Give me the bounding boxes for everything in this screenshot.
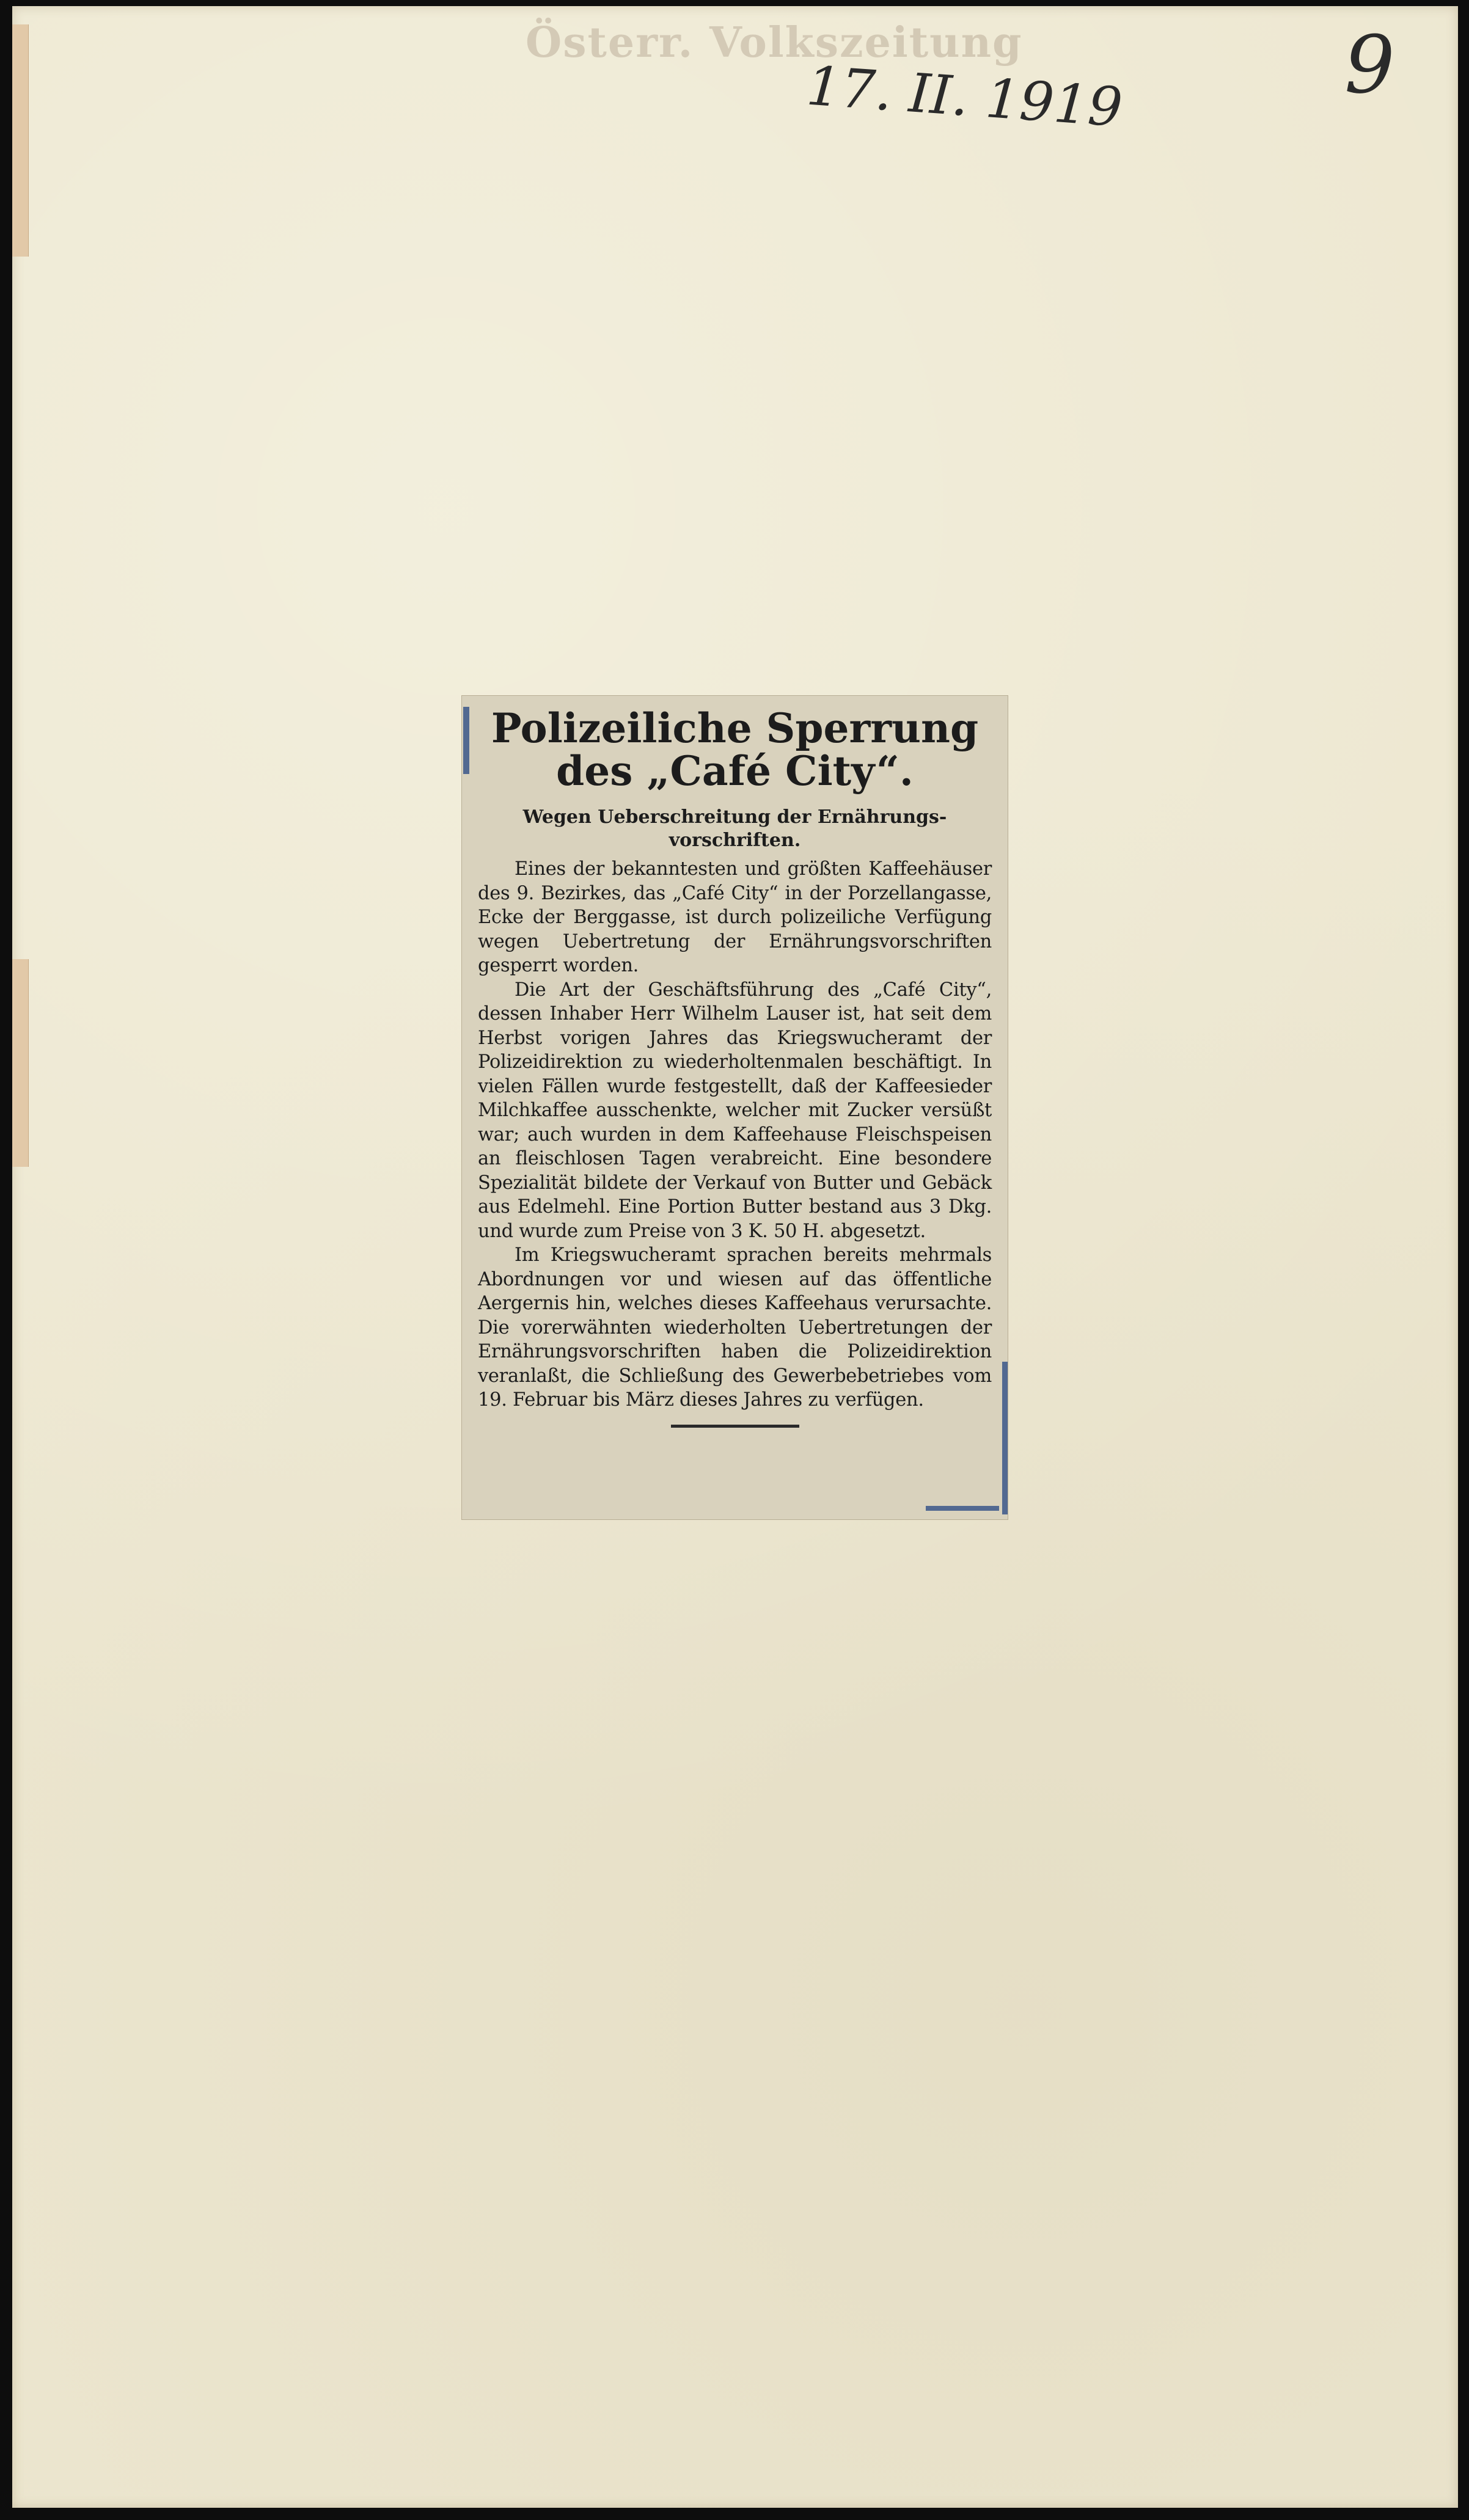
article-paragraph: Eines der bekanntesten und größten Kaffeehäuser des 9. Bezirkes, das „Café City“ in der Porzellangasse, Ecke der Berggasse, ist durch polizeiliche Verfügung wegen Uebertretung der Ernährungsvorschriften gesperrt worden.	[478, 858, 992, 976]
blue-pencil-mark	[463, 707, 469, 774]
article-subheadline: Wegen Ueberschreitung der Ernährungs-vorschriften.	[522, 806, 947, 851]
article-headline: Polizeiliche Sperrung des „Café City“.	[491, 704, 979, 795]
closing-rule	[671, 1425, 799, 1428]
paper-tab-top	[12, 24, 29, 257]
blue-pencil-mark	[1002, 1362, 1008, 1514]
handwritten-date: 17. II. 1919	[804, 54, 1125, 139]
paper-tab-middle	[12, 959, 29, 1167]
newspaper-stamp: Österr. Volkszeitung	[526, 18, 1023, 67]
article-paragraph: Die Art der Geschäftsführung des „Café City“, dessen Inhaber Herr Wilhelm Lauser ist, hat seit dem Herbst vorigen Jahres das Kriegswucheramt der Polizeidirektion zu wiederholtenmalen beschäftigt. In vielen Fällen wurde festgestellt, daß der Kaffeesieder Milchkaffee ausschenkte, welcher mit Zucker versüßt war; auch wurden in dem Kaffeehause Fleischspeisen an fleischlosen Tagen verabreicht. Eine besondere Spezialität bildete der Verkauf von Butter und Gebäck aus Edelmehl. Eine Portion Butter bestand aus 3 Dkg. und wurde zum Preise von 3 K. 50 H. abgesetzt.	[478, 979, 992, 1242]
blue-pencil-mark	[926, 1506, 999, 1511]
page-number: 9	[1344, 18, 1395, 111]
newspaper-clipping	[461, 695, 1008, 1520]
article-paragraph: Im Kriegswucheramt sprachen bereits mehrmals Abordnungen vor und wiesen auf das öffentliche Aergernis hin, welches dieses Kaffeehaus verursachte. Die vorerwähnten wiederholten Uebertretungen der Ernährungsvorschriften haben die Polizeidirektion veranlaßt, die Schließung des Gewerbebetriebes vom 19. Februar bis März dieses Jahres zu verfügen.	[478, 1244, 992, 1411]
